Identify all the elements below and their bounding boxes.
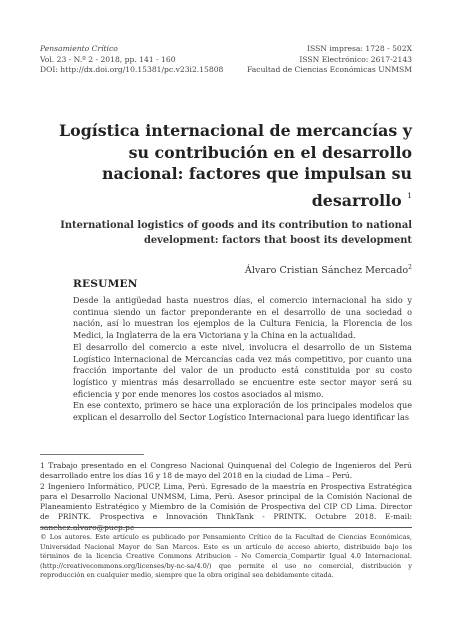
abstract-paragraph-3: En ese contexto, primero se hace una exploración de los principales modelos que explican el desarrollo del Sector Logístico Internacional para luego identificar las	[73, 400, 412, 423]
title-line-2: su contribución en el desarrollo	[128, 142, 412, 162]
faculty-name: Facultad de Ciencias Económicas UNMSM	[247, 65, 412, 75]
footnote-2: 2 Ingeniero Informático, PUCP, Lima, Perú. Egresado de la maestría en Prospectiva Estratégica para el Desarrollo Nacional UNMSM, Lima, Perú. Asesor principal de la Comisión Nacional de Planeamiento Estratégico y Miembro de la Comisión de Prospectiva del CIP CD Lima. Director de PRINTK. Prospectiva e Innovación ThnkTank - PRINTK. Octubre 2018. E-mail: sanchez.alvaro@pucp.pe	[40, 481, 412, 532]
abstract-heading: RESUMEN	[73, 278, 138, 290]
journal-header	[40, 44, 223, 76]
issn-header	[247, 44, 412, 76]
title-line-4	[40, 185, 412, 212]
title-line-3: nacional: factores que impulsan su	[102, 164, 412, 183]
abstract-paragraph-1: Desde la antigüedad hasta nuestros días, el comercio internacional ha sido y continua siendo un factor preponderante en el desarrollo de una sociedad o nación, así lo muestran los ejemplos de la Cultura Fenicia, la Florencia de los Medici, la Inglaterra de la era Victoriana y la China en la actualidad.	[73, 295, 412, 341]
issn-electronic: ISSN Electrónico: 2617-2143	[299, 54, 412, 64]
abstract-paragraph-2: El desarrollo del comercio a este nivel, involucra el desarrollo de un Sistema Logístico Internacional de Mercancías cada vez más competitivo, por cuanto una fracción importante del valor de un producto está constituida por su costo logístico y mientras más desarrollado se encuentre este sector mayor será su eficiencia y por ende menores los costos asociados al mismo.	[73, 341, 412, 399]
author-footnote-mark[interactable]: 2	[408, 264, 412, 271]
license-notice: © Los autores. Este artículo es publicado por Pensamiento Crítico de la Facultad de Ciencias Económicas, Universidad Nacional Mayor de San Marcos. Este es un artículo de acceso abierto, distribuido bajo los términos de la licencia Creative Commons Atribucion - No Comercia_Compartir Igual 4.0 Internacional. (http://creativecommons.org/licenses/by-nc-sa/4.0/) que permite el uso no comercial, distribución y reproducción en cualquier medio, siempre que la obra original sea debidamente citada.	[40, 533, 412, 580]
footnote-divider	[40, 454, 144, 455]
english-title-line-2: development: factors that boost its development	[143, 235, 412, 247]
abstract-body	[73, 295, 412, 424]
journal-name: Pensamiento Crítico	[40, 44, 118, 53]
english-title	[40, 218, 412, 249]
doi-link[interactable]: DOI: http://dx.doi.org/10.15381/pc.v23i2.15808	[40, 65, 224, 75]
footnote-1: 1 Trabajo presentado en el Congreso Nacional Quinquenal del Colegio de Ingenieros del Perú desarrollado entre los días 16 y 18 de mayo del 2018 en la ciudad de Lima – Perú.	[40, 461, 412, 481]
english-title-line-1: International logistics of goods and its contribution to national	[60, 220, 412, 231]
title-line-1: Logística internacional de mercancías y	[59, 121, 412, 140]
author-line	[40, 262, 412, 277]
article-title	[40, 120, 412, 211]
title-footnote-mark[interactable]: 1	[407, 190, 412, 200]
issn-print: ISSN impresa: 1728 - 502X	[307, 44, 412, 53]
journal-volume: Vol. 23 - N.º 2 - 2018, pp. 141 - 160	[40, 54, 176, 64]
license-divider	[40, 527, 412, 528]
author-name: Álvaro Cristian Sánchez Mercado	[244, 265, 409, 276]
title-last-word: desarrollo	[311, 190, 402, 210]
footnotes	[40, 461, 412, 533]
